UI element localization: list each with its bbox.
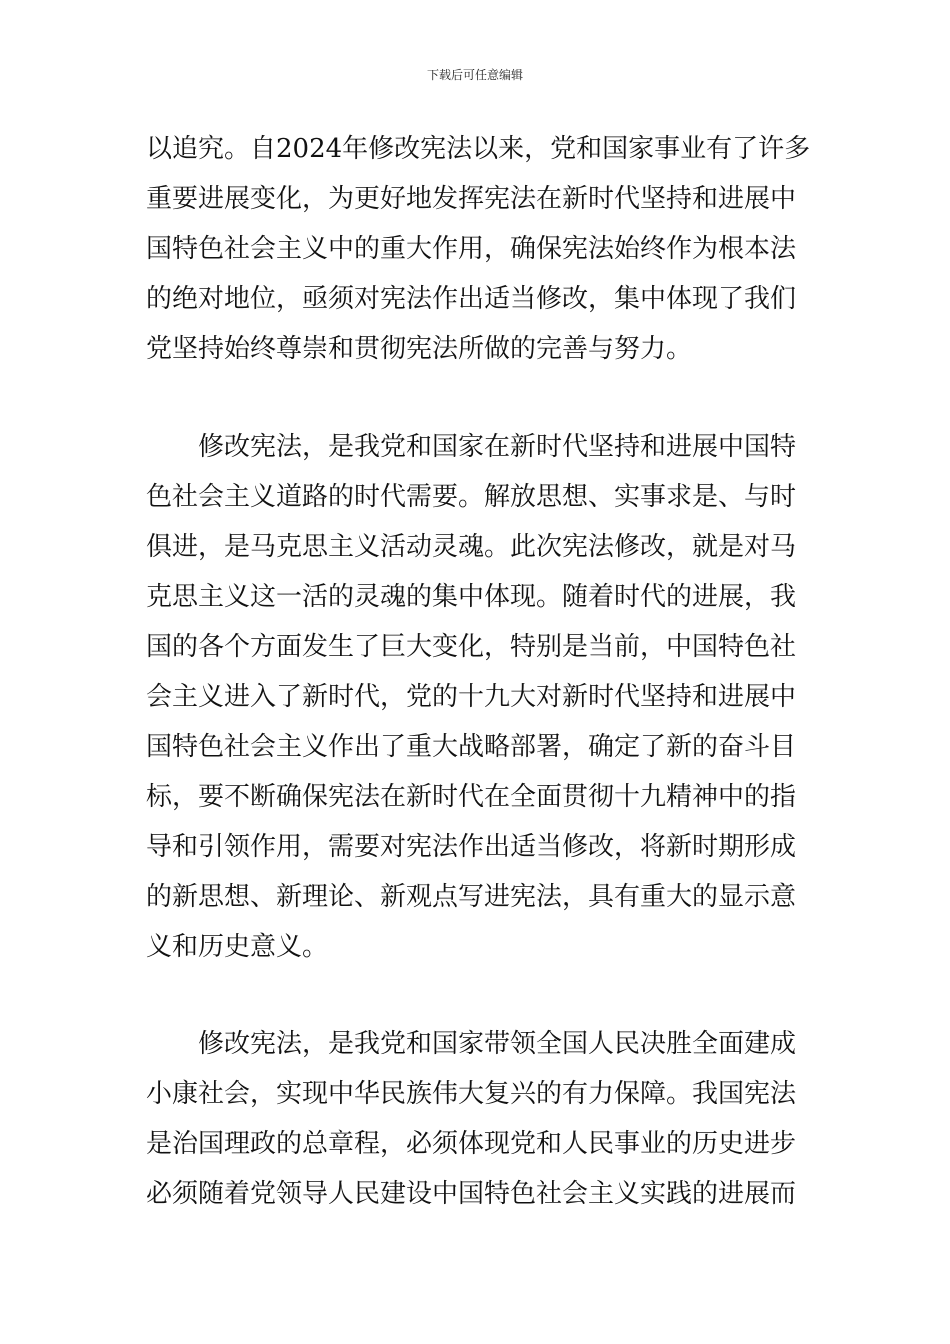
- paragraph-line: 义和历史意义。: [146, 932, 329, 962]
- download-note: 下载后可任意编辑: [426, 68, 523, 82]
- paragraph-line: 俱进，是马克思主义活动灵魂。此次宪法修改，就是对马: [146, 532, 797, 562]
- paragraph-line: 国特色社会主义作出了重大战略部署，确定了新的奋斗目: [146, 732, 797, 762]
- paragraph-line: 标，要不断确保宪法在新时代在全面贯彻十九精神中的指: [146, 782, 797, 812]
- paragraph-line: 国特色社会主义中的重大作用，确保宪法始终作为根本法: [146, 234, 797, 264]
- paragraph-line: 修改宪法，是我党和国家在新时代坚持和进展中国特: [198, 432, 797, 462]
- paragraph-line: 会主义进入了新时代，党的十九大对新时代坚持和进展中: [146, 682, 797, 712]
- paragraph-line: 修改宪法，是我党和国家带领全国人民决胜全面建成: [198, 1029, 797, 1059]
- paragraph-line: 必须随着党领导人民建设中国特色社会主义实践的进展而: [146, 1179, 797, 1209]
- paragraph-2: [146, 422, 806, 972]
- paragraph-3: [146, 1019, 806, 1219]
- paragraph-1: [146, 124, 811, 374]
- paragraph-line: 国的各个方面发生了巨大变化，特别是当前，中国特色社: [146, 632, 797, 662]
- paragraph-line: 克思主义这一活的灵魂的集中体现。随着时代的进展，我: [146, 582, 797, 612]
- paragraph-line: 党坚持始终尊崇和贯彻宪法所做的完善与努力。: [146, 334, 693, 364]
- paragraph-line: 重要进展变化，为更好地发挥宪法在新时代坚持和进展中: [146, 184, 797, 214]
- paragraph-line: 的绝对地位，亟须对宪法作出适当修改，集中体现了我们: [146, 284, 797, 314]
- paragraph-line: 色社会主义道路的时代需要。解放思想、实事求是、与时: [146, 482, 797, 512]
- paragraph-line: 小康社会，实现中华民族伟大复兴的有力保障。我国宪法: [146, 1079, 797, 1109]
- paragraph-line: 以追究。自2024年修改宪法以来，党和国家事业有了许多: [146, 134, 811, 164]
- paragraph-line: 是治国理政的总章程，必须体现党和人民事业的历史进步: [146, 1129, 797, 1159]
- paragraph-line: 导和引领作用，需要对宪法作出适当修改，将新时期形成: [146, 832, 797, 862]
- paragraph-line: 的新思想、新理论、新观点写进宪法，具有重大的显示意: [146, 882, 797, 912]
